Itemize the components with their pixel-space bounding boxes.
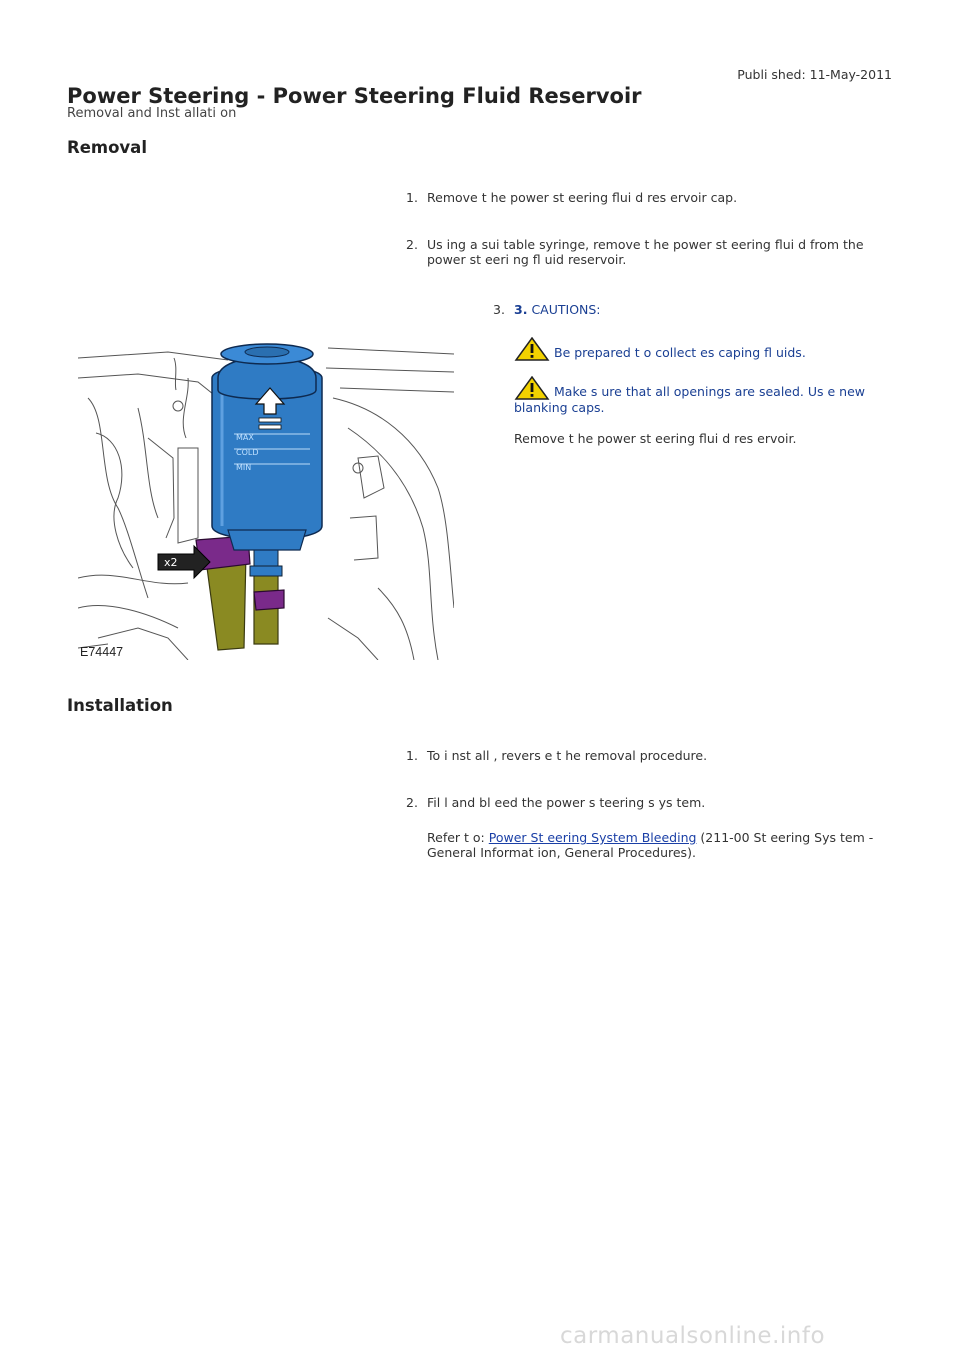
power-steering-bleeding-link[interactable]: Power St eering System Bleeding — [488, 830, 697, 845]
caution-2-line-1: Make s ure that all openings are sealed. Us e new — [554, 384, 866, 399]
removal-step-3-number: 3. — [493, 302, 505, 317]
level-mark-cold: COLD — [236, 448, 259, 457]
reservoir-illustration — [78, 338, 454, 660]
callout-label: x2 — [164, 556, 178, 569]
refer-suffix: (211-00 St eering Sys tem - — [700, 830, 874, 845]
installation-step-1-text: To i nst all , revers e t he removal procedure. — [427, 748, 708, 763]
cautions-label: CAUTIONS: — [531, 302, 601, 317]
warning-icon — [514, 376, 550, 400]
installation-step-2-text: Fil l and bl eed the power s teering s ys tem. — [427, 795, 706, 810]
removal-step-2-line-1: Us ing a sui table syringe, remove t he power st eering flui d from the — [427, 237, 864, 252]
caution-2-line-2: blanking caps. — [514, 400, 605, 415]
refer-line-2: General Informat ion, General Procedures). — [427, 845, 696, 860]
warning-icon — [514, 337, 550, 361]
installation-step-2-reference — [427, 830, 897, 860]
removal-step-1-number: 1. — [406, 190, 418, 205]
page-title: Power Steering - Power Steering Fluid Reservoir — [67, 84, 642, 108]
caution-2 — [514, 376, 894, 415]
refer-prefix: Refer t o: — [427, 830, 485, 845]
installation-heading: Installation — [67, 696, 173, 715]
figure-label: E74447 — [80, 645, 124, 659]
removal-heading: Removal — [67, 138, 147, 157]
published-date: Publi shed: 11-May-2011 — [737, 67, 892, 82]
watermark: carmanualsonline.info — [560, 1323, 826, 1349]
removal-step-3-text: Remove t he power st eering flui d res ervoir. — [514, 431, 797, 446]
removal-step-1-text: Remove t he power st eering flui d res ervoir cap. — [427, 190, 738, 205]
level-mark-min: MIN — [236, 463, 252, 472]
caution-1-text: Be prepared t o collect es caping fl uids. — [554, 345, 806, 360]
removal-step-2-number: 2. — [406, 237, 418, 252]
cautions-step-number: 3. — [514, 302, 528, 317]
level-mark-max: MAX — [236, 433, 254, 442]
removal-step-2-text — [427, 237, 897, 267]
removal-step-2-line-2: power st eeri ng fl uid reservoir. — [427, 252, 627, 267]
installation-step-1-number: 1. — [406, 748, 418, 763]
page-subtitle: Removal and Inst allati on — [67, 106, 237, 121]
installation-step-2-number: 2. — [406, 795, 418, 810]
caution-1 — [514, 337, 894, 361]
cautions-heading — [514, 302, 601, 317]
